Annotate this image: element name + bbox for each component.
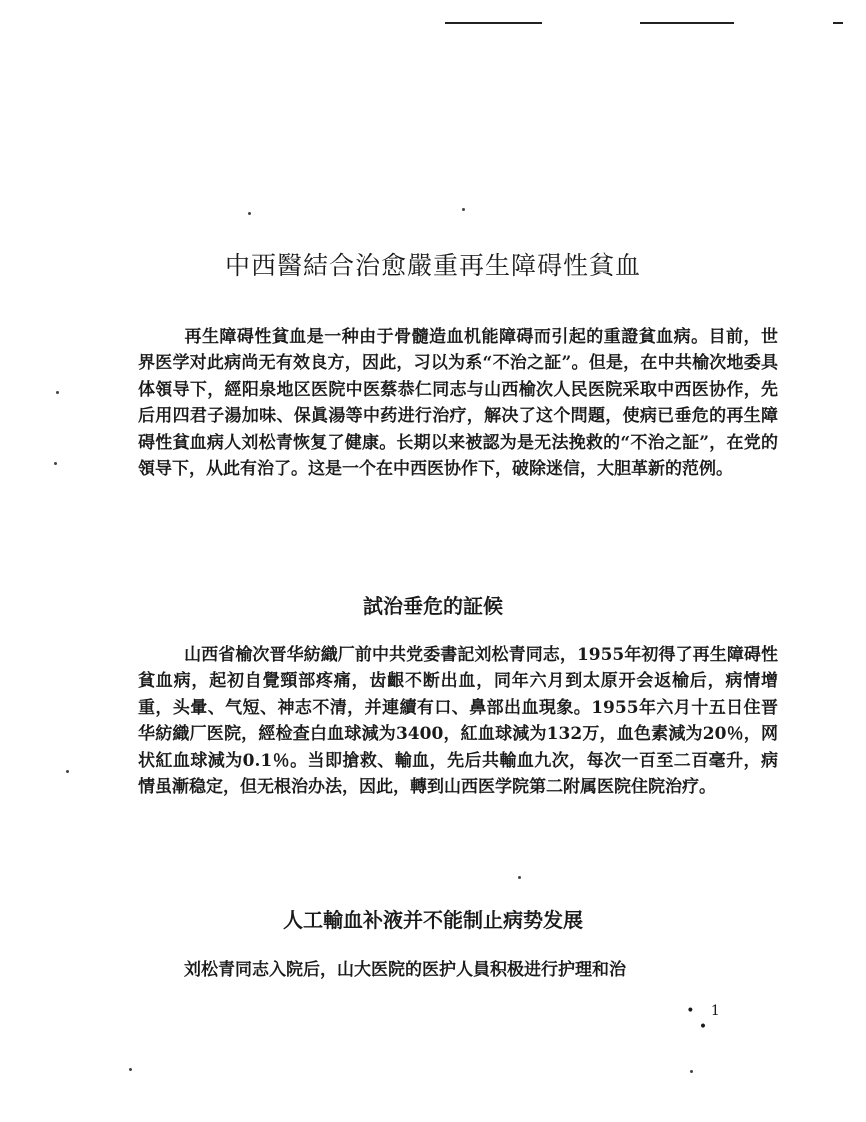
treatment-paragraph xyxy=(138,957,778,983)
section-heading-1: 試治垂危的証候 xyxy=(363,594,503,618)
scan-speck xyxy=(56,391,59,394)
scan-speck xyxy=(66,770,69,773)
scan-speck xyxy=(462,208,465,211)
section-heading-2: 人工輸血补液并不能制止病势发展 xyxy=(283,908,583,932)
scan-speck xyxy=(518,876,521,879)
intro-paragraph-text: 再生障碍性貧血是一种由于骨髓造血机能障碍而引起的重證貧血病。目前，世界医学对此病尚无有效良方，因此，习以为系“不治之証”。但是，在中共榆次地委具体領导下，經阳泉地区医院中医蔡恭仁同志与山西榆次人民医院采取中西医协作，先后用四君子湯加味、保眞湯等中药进行治疗，解决了这个問題，使病已垂危的再生障碍性貧血病人刘松青恢复了健康。长期以来被認为是无法挽救的“不治之証”，在党的領导下，从此有治了。这是一个在中西医协作下，破除迷信，大胆革新的范例。 xyxy=(138,327,778,480)
top-rule-right xyxy=(640,22,734,24)
top-rule-left xyxy=(445,22,542,24)
article-title: 中西醫結合治愈嚴重再生障碍性貧血 xyxy=(224,251,641,280)
scan-speck xyxy=(690,1070,693,1073)
case-paragraph xyxy=(138,642,778,800)
scan-speck xyxy=(248,212,251,215)
page-number: • 1 • xyxy=(686,1003,726,1035)
treatment-paragraph-text: 刘松青同志入院后，山大医院的医护人員积极进行护理和治 xyxy=(184,960,626,980)
intro-paragraph xyxy=(138,324,778,482)
scan-speck xyxy=(54,462,57,465)
case-paragraph-text: 山西省榆次晋华紡織厂前中共党委書記刘松青同志，1955年初得了再生障碍性貧血病，起初自覺頸部疼痛，齿齦不断出血，同年六月到太原开会返榆后，病情增重，头暈、气短、神志不清，并連續有口、鼻部出血現象。1955年六月十五日住晋华紡織厂医院，經检查白血球減为3400，紅血球減为132万，血色素減为20％，网状紅血球減为0.1％。当即搶救、輸血，先后共輸血九次，每次一百至二百毫升，病情虽漸稳定，但无根治办法，因此，轉到山西医学院第二附属医院住院治疗。 xyxy=(138,645,778,798)
scan-speck xyxy=(129,1068,132,1071)
top-rule-edge xyxy=(833,22,843,24)
